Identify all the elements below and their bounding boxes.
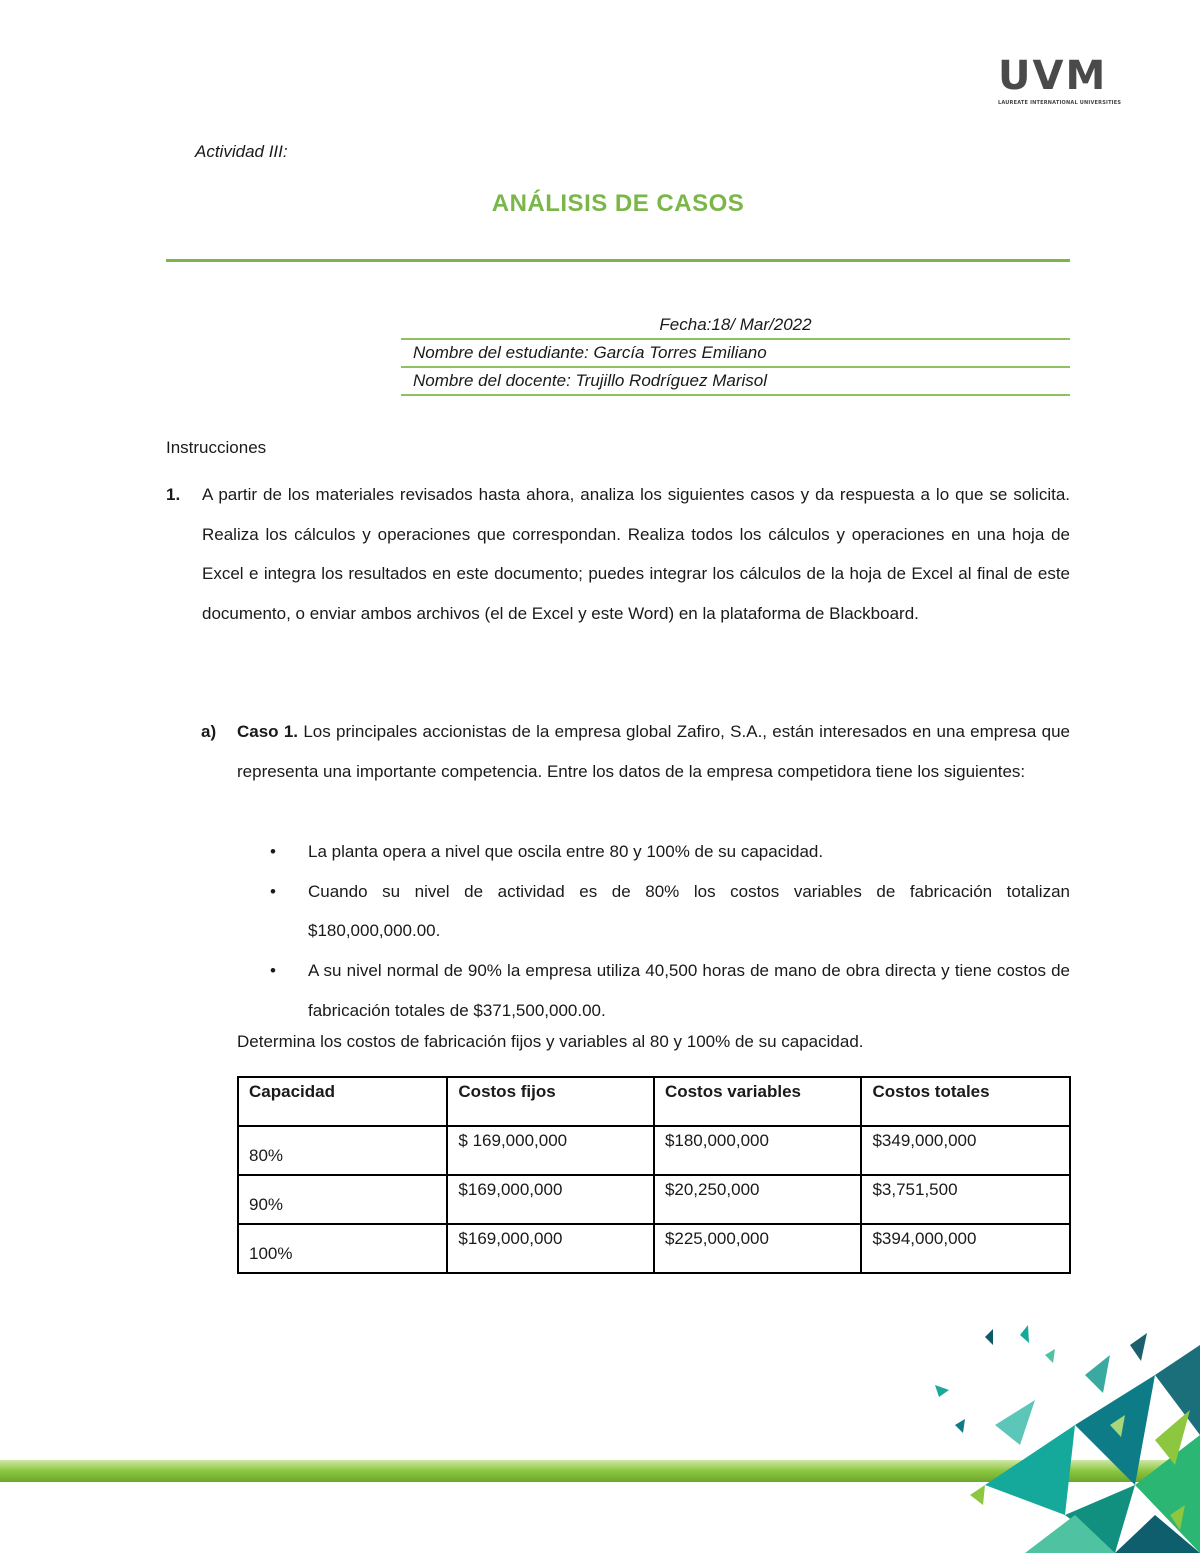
item-number: 1.: [166, 485, 181, 504]
bullet-icon: •: [270, 961, 276, 981]
list-item: [237, 951, 1070, 1030]
table-cell: $394,000,000: [861, 1224, 1070, 1273]
case-text: Los principales accionistas de la empresa global Zafiro, S.A., están interesados en una empresa que representa una importante competencia. Entre los datos de la empresa competidora tiene los siguientes:: [237, 722, 1070, 781]
table-cell: 90%: [238, 1175, 447, 1224]
student-info-block: [401, 312, 1070, 396]
teacher-name-line: Nombre del docente: Trujillo Rodríguez Marisol: [401, 368, 1070, 396]
case-bullet-list: [237, 832, 1070, 1031]
table-cell: $ 169,000,000: [447, 1126, 654, 1175]
table-cell: 80%: [238, 1126, 447, 1175]
header-cell: Capacidad: [238, 1077, 447, 1126]
activity-label: Actividad III:: [195, 142, 288, 161]
date-line: Fecha:18/ Mar/2022: [401, 312, 1070, 340]
table-cell: $169,000,000: [447, 1224, 654, 1273]
table-cell: $169,000,000: [447, 1175, 654, 1224]
table-cell: $225,000,000: [654, 1224, 862, 1273]
table-row: [238, 1175, 1070, 1224]
student-name-line: Nombre del estudiante: García Torres Emiliano: [401, 340, 1070, 368]
table-header-row: [238, 1077, 1070, 1126]
case-1: [201, 712, 1070, 791]
instructions-heading: Instrucciones: [166, 438, 267, 457]
table-cell: $20,250,000: [654, 1175, 862, 1224]
case-heading: Caso 1.: [237, 722, 299, 741]
header-cell: Costos totales: [861, 1077, 1070, 1126]
table-cell: $180,000,000: [654, 1126, 862, 1175]
table-row: [238, 1224, 1070, 1273]
task-statement: Determina los costos de fabricación fijos y variables al 80 y 100% de su capacidad.: [237, 1032, 864, 1051]
document-title: ANÁLISIS DE CASOS: [491, 190, 745, 217]
bullet-icon: •: [270, 842, 276, 861]
table-cell: $3,751,500: [861, 1175, 1070, 1224]
case-paragraph: [237, 712, 1070, 791]
uvm-logo: [998, 53, 1122, 108]
table-cell: $349,000,000: [861, 1126, 1070, 1175]
header-cell: Costos variables: [654, 1077, 862, 1126]
bullet-text: A su nivel normal de 90% la empresa utiliza 40,500 horas de mano de obra directa y tiene costos de fabricación totales de $371,500,000.00.: [308, 961, 1070, 1020]
header-cell: Costos fijos: [447, 1077, 654, 1126]
table-row: [238, 1126, 1070, 1175]
table-cell: 100%: [238, 1224, 447, 1273]
logo-tagline: LAUREATE INTERNATIONAL UNIVERSITIES: [998, 100, 1122, 106]
bullet-icon: •: [270, 881, 276, 901]
instruction-item-1: [166, 475, 1070, 634]
case-label: a): [201, 722, 217, 741]
bullet-text: Cuando su nivel de actividad es de 80% los costos variables de fabricación totalizan $180,000,000.00.: [308, 881, 1070, 941]
costs-table: [237, 1076, 1071, 1274]
bullet-text: La planta opera a nivel que oscila entre 80 y 100% de su capacidad.: [308, 842, 824, 861]
logo-text: UVM: [998, 53, 1108, 99]
item-text: A partir de los materiales revisados hasta ahora, analiza los siguientes casos y da respuesta a lo que se solicita. Realiza los cálculos y operaciones que correspondan. Realiza todos los cálculos y operaciones en una hoja de Excel e integra los resultados en este documento; puedes integrar los cálculos de la hoja de Excel al final de este documento, o enviar ambos archivos (el de Excel y este Word) en la plataforma de Blackboard.: [202, 485, 1070, 624]
geometric-decoration-icon: [925, 1315, 1200, 1553]
title-divider: [166, 259, 1070, 262]
list-item: [237, 832, 1070, 872]
list-item: [237, 872, 1070, 951]
